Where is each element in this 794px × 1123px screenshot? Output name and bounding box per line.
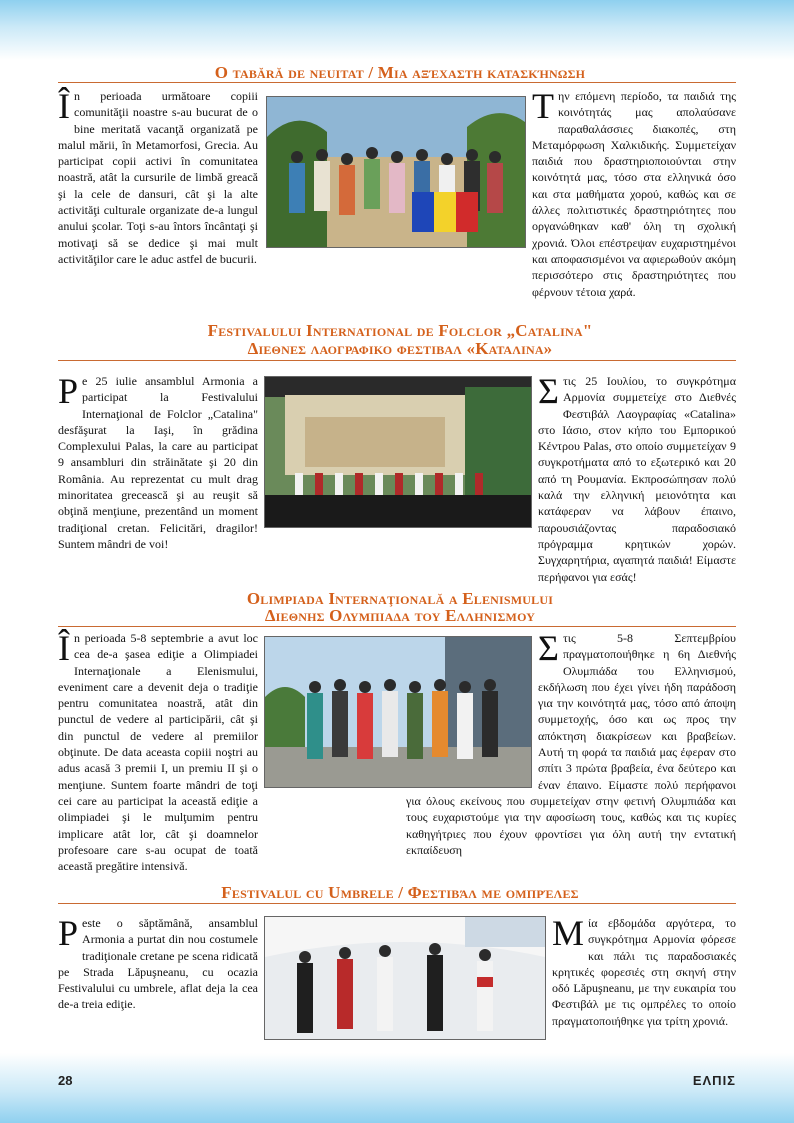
article-title: Olimpiada Internaţională a Elenismului [246,589,554,608]
title-divider [58,626,736,627]
romanian-text [58,630,258,874]
drop-cap: Τ [532,86,554,126]
article-title: Festivalul cu Umbrele / Φεστιβάλ με ομπρέλες [221,883,579,902]
greek-text [532,88,736,300]
article-subtitle: Διεθνης Ολυμπιαδα του Ελληνισμου [264,606,536,625]
drop-cap: P [58,371,79,411]
title-divider [58,360,736,361]
drop-cap: P [58,913,79,953]
title-divider [58,82,736,83]
drop-cap: Î [58,86,70,126]
greek-text [538,373,736,585]
camp-group-photo [266,96,526,248]
folk-festival-stage-photo [264,376,532,528]
drop-cap: Μ [552,913,585,953]
romanian-text [58,373,258,552]
romanian-body: n perioada 5-8 septembrie a avut loc cea de-a şasea ediţie a Olimpiadei Internaţionale a Elenismului, eveniment care a devenit deja o tradiţie pentru comunitatea noastră, atât din punctul de vedere al participării, cât şi din punctul de vedere al premiilor obţinute. De data aceasta copiii noştri au adus acasă 3 premii I, un premiu II şi o menţiune. Suntem foarte mândri de toţi cei care au participat la această ediţie a olimpiadei şi le mulţumim pentru implicare atât lor, cât şi doamnelor profesoare care s-au ocupat de toată această pregătire intensivă. [58,631,258,874]
greek-text [552,915,736,1029]
article-title: O tabără de neuitat / Μια αξέχαστη κατασκήνωση [214,63,586,82]
article-subtitle: Διεθνες λαογραφικο φεστιβαλ «Καταλινα» [247,339,553,358]
bottom-gradient-band [0,1053,794,1123]
magazine-name: ΕΛΠΙΣ [692,1073,736,1088]
greek-body: τις 5-8 Σεπτεμβρίου πραγματοποιήθηκε η 6η Διεθνής Ολυμπιάδα του Ελληνισμού, εκδήλωση που έχει γίνει ήδη παράδοση για την κοινότητά μας, τόσο από άποψη συμμετοχής, όσο και ως προς την απόκτηση διακρίσεων και βραβείων. Αυτή τη φορά τα παιδιά μας έφεραν στο σπίτι 3 πρώτα βραβεία, ένα δεύτερο και έναν έπαινο. Είμαστε πολύ περήφανοι για όλους εκείνους που συμμετείχαν στην φετινή Ολυμπιάδα και τους ευχαριστούμε για την αφοσίωση τους, καθώς και τις κυρίες καθηγήτριες που έχουν φροντίσει για όλη αυτή την εντατική εκπαίδευση [406,631,736,857]
drop-cap: Σ [538,628,559,668]
romanian-text [58,915,258,1013]
romanian-body: e 25 iulie ansamblul Armonia a participat la Festivalului Internaţional de Folclor „Catalina" desfăşurat la Iaşi, în grădina Complexului Palas, la care au participat 9 ansambluri din străinătate şi 20 din România. Au reprezentat cu mult drag minoritatea grecească şi au reuşit să obţină menţiune, prezentând un moment tradiţional cretan. Felicitări, dragilor! Suntem mândri de voi! [58,374,258,551]
romanian-body: n perioada următoare copiii comunităţii noastre s-au bucurat de o bine meritată vacanţă organizată pe malul mării, în Metamorfosi, Grecia. Au participat copii activi în comunitatea noastră, atât la cursurile de limbă greacă şi la cele de dansuri, cât şi la alte activităţi culturale organizate de-a lungul anului şcolar. Toţi s-au întors încântaţi şi motivaţi să se dedice şi mai mult activităţilor care le aduc astfel de bucurii. [58,89,258,266]
greek-body: ία εβδομάδα αργότερα, το συγκρότημα Αρμονία φόρεσε και πάλι τις παραδοσιακές κρητικές φορεσιές στη σκηνή στην οδό Lăpuşneanu, με την ευκαιρία του Φεστιβάλ με τις ομπρέλες το οποίο πραγματοποιήθηκε για τρίτη χρονιά. [552,916,736,1028]
greek-text [406,630,736,858]
romanian-text [58,88,258,267]
greek-body: ην επόμενη περίοδο, τα παιδιά της κοινότητάς μας απολαύσανε παραθαλάσσιες διακοπές, στη Μεταμόρφωση Χαλκιδικής. Συμμετείχαν παιδιά που δραστηριοποιούνται στην κοινότητά μας, τόσο στα ελληνικά όσο και στα μαθήματα χορού, καθώς και σε άλλες πολιτιστικές δραστηριότητες που οργανώθηκαν καθ' όλη τη σχολική χρονιά. Όλοι επέστρεψαν ευχαριστημένοι και αποφασισμένοι να αφιερωθούν ακόμη περισσότερο στις δραστηριότητες που φέρνουν τέτοια χαρά. [532,89,736,299]
romanian-body: este o săptămână, ansamblul Armonia a purtat din nou costumele tradiţionale cretane pe scena ridicată pe Strada Lăpuşneanu, cu ocazia Festivalului cu umbrele, aflat deja la cea de-a treia ediţie. [58,916,258,1012]
page-number: 28 [58,1073,73,1088]
greek-body: τις 25 Ιουλίου, το συγκρότημα Αρμονία συμμετείχε στο Διεθνές Φεστιβάλ Λαογραφίας «Catalina» στο Ιάσιο, στον κήπο του Εμπορικού Κέντρου Palas, στο οποίο συμμετείχαν 9 συγκροτήματα από το εξωτερικό και 20 από τη Ρουμανία. Εκπροσώπησαν πολύ καλά την ελληνική μειονότητα και κατάφεραν να λάβουν έπαινο, παρουσιάζοντας παραδοσιακό πρόγραμμα κρητικών χορών. Συγχαρητήρια, αγαπητά παιδιά! Είμαστε περήφανοι για εσάς! [538,374,736,584]
drop-cap: Σ [538,371,559,411]
top-gradient-band [0,0,794,60]
article-title: Festivalului International de Folclor „Catalina" [207,321,593,340]
drop-cap: Î [58,628,70,668]
dancers-photo [264,916,546,1040]
title-divider [58,903,736,904]
